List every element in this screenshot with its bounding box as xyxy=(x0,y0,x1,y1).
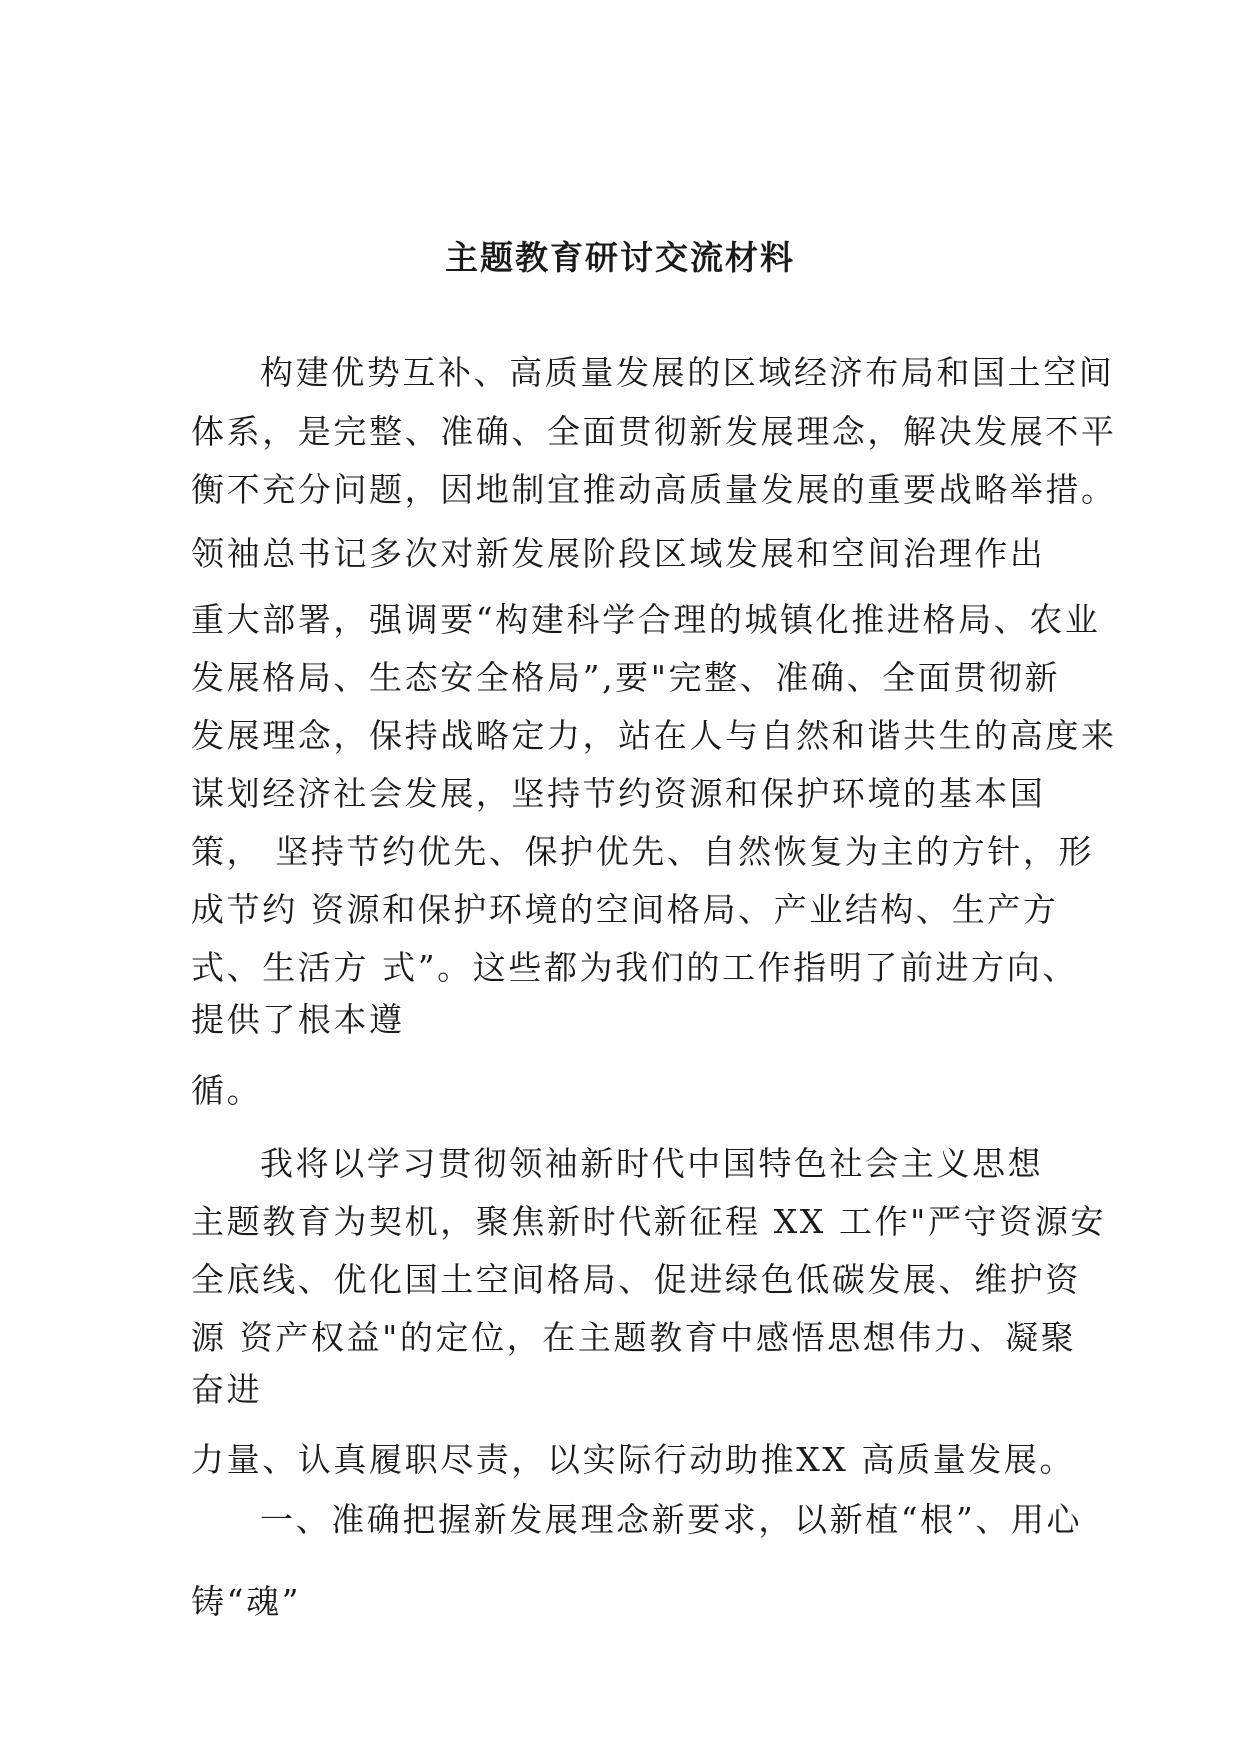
paragraph-line-2: 体系，是完整、准确、全面贯彻新发展理念，解决发展不平 xyxy=(191,412,1117,451)
paragraph-line-3: 衡不充分问题，因地制宜推动高质量发展的重要战略举措。 xyxy=(191,470,1117,509)
paragraph-line-5: 重大部署，强调要“构建科学合理的城镇化推进格局、农业 xyxy=(191,600,1101,639)
paragraph-line-13: 循。 xyxy=(191,1071,263,1110)
section-heading-line-2: 铸“魂” xyxy=(191,1582,302,1621)
paragraph-line-18: 奋进 xyxy=(191,1370,263,1409)
document-title: 主题教育研讨交流材料 xyxy=(445,238,795,277)
paragraph-line-11: 式、生活方 式”。这些都为我们的工作指明了前进方向、 xyxy=(191,948,1078,987)
paragraph-line-8: 谋划经济社会发展，坚持节约资源和保护环境的基本国 xyxy=(191,774,1046,813)
paragraph-line-4: 领袖总书记多次对新发展阶段区域发展和空间治理作出 xyxy=(191,534,1046,573)
paragraph-line-16: 全底线、优化国土空间格局、促进绿色低碳发展、维护资 xyxy=(191,1260,1081,1299)
paragraph-line-19: 力量、认真履职尽责，以实际行动助推XX 高质量发展。 xyxy=(191,1440,1076,1479)
paragraph-line-17: 源 资产权益"的定位，在主题教育中感悟思想伟力、凝聚 xyxy=(191,1318,1077,1357)
paragraph-line-6: 发展格局、生态安全格局”,要"完整、准确、全面贯彻新 xyxy=(191,658,1061,697)
paragraph-line-10: 成节约 资源和保护环境的空间格局、产业结构、生产方 xyxy=(191,890,1059,929)
paragraph-line-15: 主题教育为契机，聚焦新时代新征程 XX 工作"严守资源安 xyxy=(191,1202,1106,1241)
paragraph-line-9: 策， 坚持节约优先、保护优先、自然恢复为主的方针，形 xyxy=(191,832,1095,871)
paragraph-line-14: 我将以学习贯彻领袖新时代中国特色社会主义思想 xyxy=(260,1144,1044,1183)
paragraph-line-1: 构建优势互补、高质量发展的区域经济布局和国土空间 xyxy=(260,353,1115,392)
paragraph-line-7: 发展理念，保持战略定力，站在人与自然和谐共生的高度来 xyxy=(191,716,1117,755)
section-heading-line-1: 一、准确把握新发展理念新要求，以新植“根”、用心 xyxy=(260,1500,1083,1539)
paragraph-line-12: 提供了根本遵 xyxy=(191,1000,405,1039)
